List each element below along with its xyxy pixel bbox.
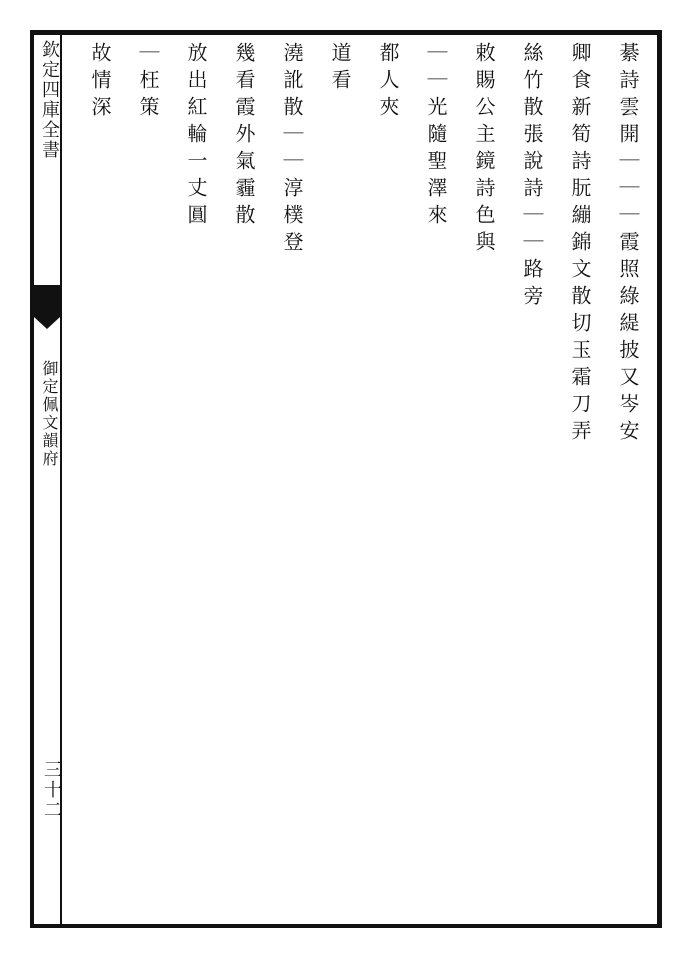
text-column: 幾看霞外氣霾散 (232, 42, 256, 231)
page-number: 三十二 (41, 760, 62, 820)
margin-title: 欽定四庫全書 (39, 40, 60, 160)
text-columns (76, 42, 652, 922)
text-column: 綦詩雲開｜｜｜霞照綠緹披又岑安 (616, 42, 640, 447)
fish-tail-mark (34, 285, 60, 317)
text-column: 都人夾 (376, 42, 400, 123)
text-column: 澆訛散｜｜淳樸登 (280, 42, 304, 258)
text-column: 絲竹散張說詩｜｜路旁 (520, 42, 544, 312)
text-body (64, 42, 656, 922)
text-column: 放出紅輪一丈圓 (184, 42, 208, 231)
border-right (657, 30, 662, 928)
text-column: ｜枉策 (136, 42, 160, 123)
text-column: ｜｜光隨聖澤來 (424, 42, 448, 231)
text-column: 卿食新筍詩朊繃錦文散切玉霜刀弄 (568, 42, 592, 447)
border-top (30, 30, 660, 35)
border-bottom (30, 924, 660, 928)
text-column: 故情深 (88, 42, 112, 123)
page-margin (34, 40, 60, 920)
text-column: 道看 (328, 42, 352, 96)
margin-book-title: 御定佩文韻府 (40, 360, 59, 468)
text-column: 敕賜公主鏡詩色與 (472, 42, 496, 258)
